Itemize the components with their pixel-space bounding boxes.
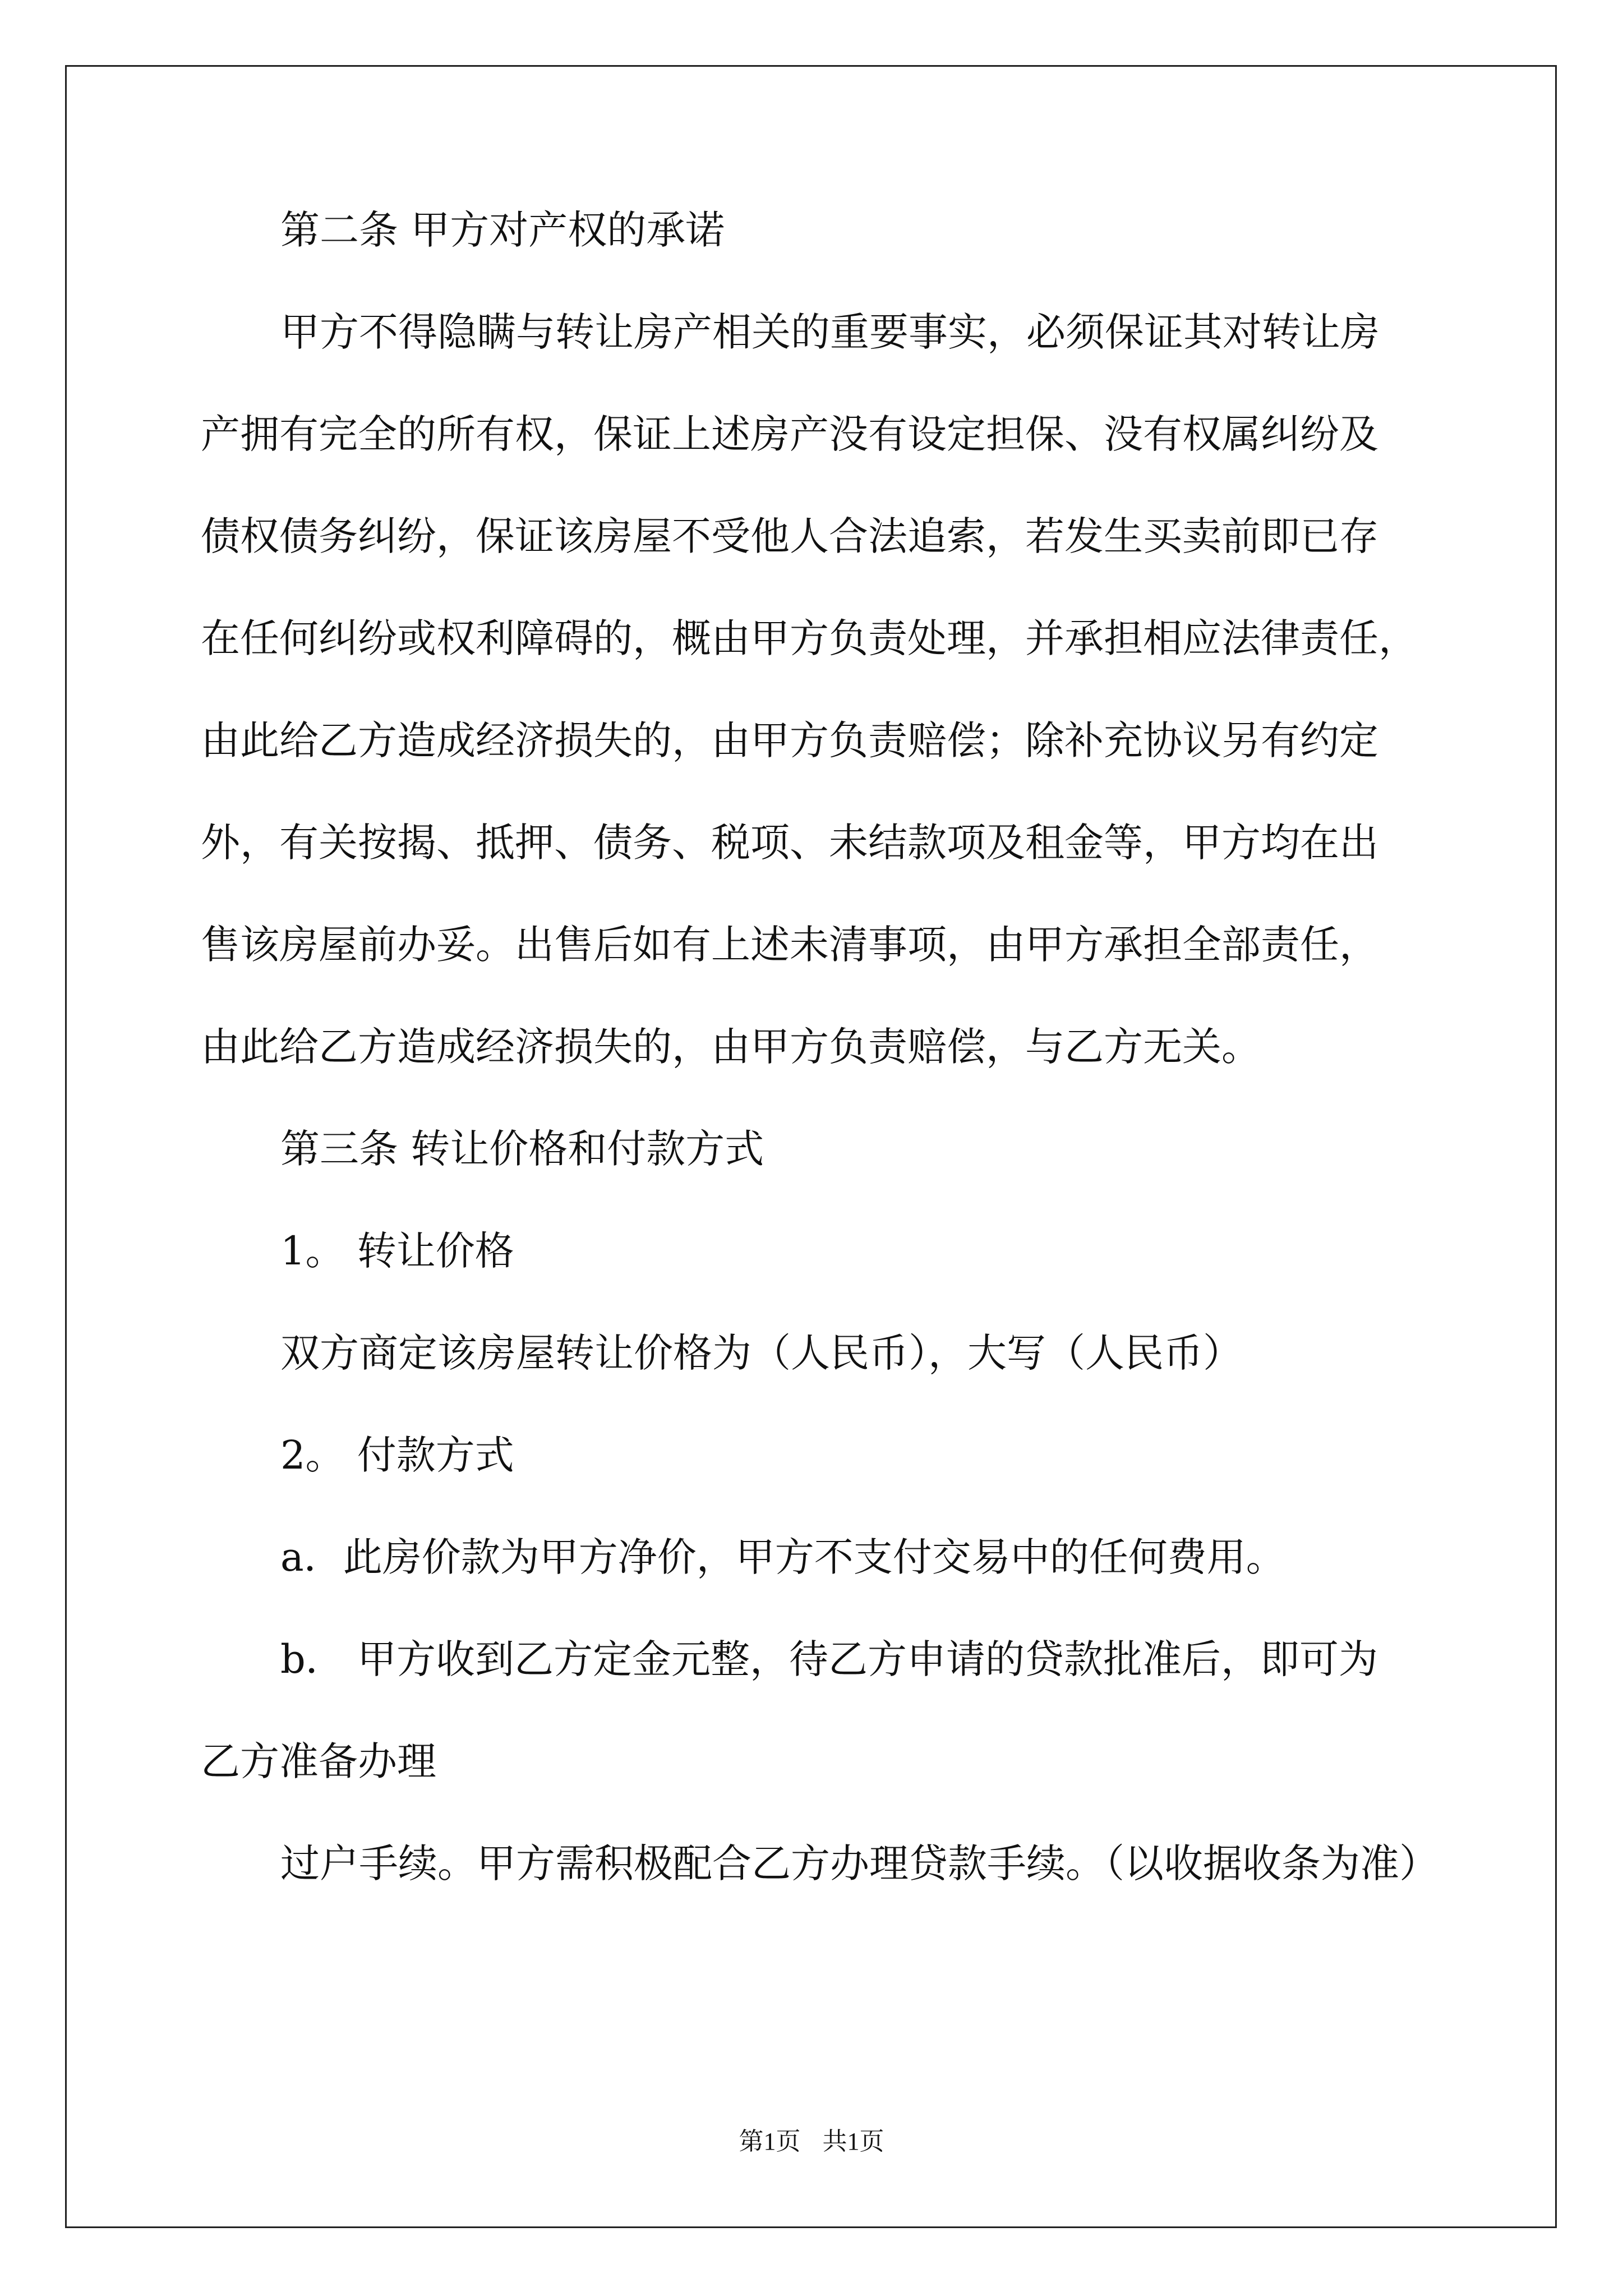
subsection-payment-method: 2。 付款方式	[280, 1432, 514, 1478]
paragraph-line: 甲方不得隐瞒与转让房产相关的重要事实，必须保证其对转让房	[280, 309, 1380, 355]
paragraph-line: b． 甲方收到乙方定金元整，待乙方申请的贷款批准后，即可为	[280, 1636, 1378, 1682]
article-2-heading: 第二条 甲方对产权的承诺	[280, 207, 725, 253]
paragraph-line: 在任何纠纷或权利障碍的，概由甲方负责处理，并承担相应法律责任，	[201, 615, 1418, 661]
paragraph-line: 债权债务纠纷，保证该房屋不受他人合法追索，若发生买卖前即已存	[201, 513, 1378, 559]
paragraph-line: 由此给乙方造成经济损失的，由甲方负责赔偿，与乙方无关。	[201, 1024, 1261, 1070]
paragraph-line: 产拥有完全的所有权，保证上述房产没有设定担保、没有权属纠纷及	[201, 411, 1378, 457]
page-total: 共1页	[822, 2128, 884, 2155]
paragraph-line: 过户手续。甲方需积极配合乙方办理贷款手续。（以收据收条为准）	[280, 1841, 1438, 1887]
subsection-transfer-price: 1。 转让价格	[280, 1228, 514, 1274]
page-number: 第1页	[739, 2128, 801, 2155]
page-footer	[0, 2125, 1623, 2159]
paragraph-line: 外，有关按揭、抵押、债务、税项、未结款项及租金等，甲方均在出	[201, 820, 1378, 866]
paragraph-line: 由此给乙方造成经济损失的，由甲方负责赔偿；除补充协议另有约定	[201, 717, 1378, 763]
paragraph-line: 双方商定该房屋转让价格为（人民币），大写（人民币）	[280, 1330, 1242, 1376]
paragraph-line: 乙方准备办理	[201, 1738, 436, 1784]
article-3-heading: 第三条 转让价格和付款方式	[280, 1126, 764, 1172]
paragraph-line: 售该房屋前办妥。出售后如有上述未清事项，由甲方承担全部责任，	[201, 922, 1378, 968]
paragraph-line: a．此房价款为甲方净价，甲方不支付交易中的任何费用。	[280, 1534, 1285, 1580]
